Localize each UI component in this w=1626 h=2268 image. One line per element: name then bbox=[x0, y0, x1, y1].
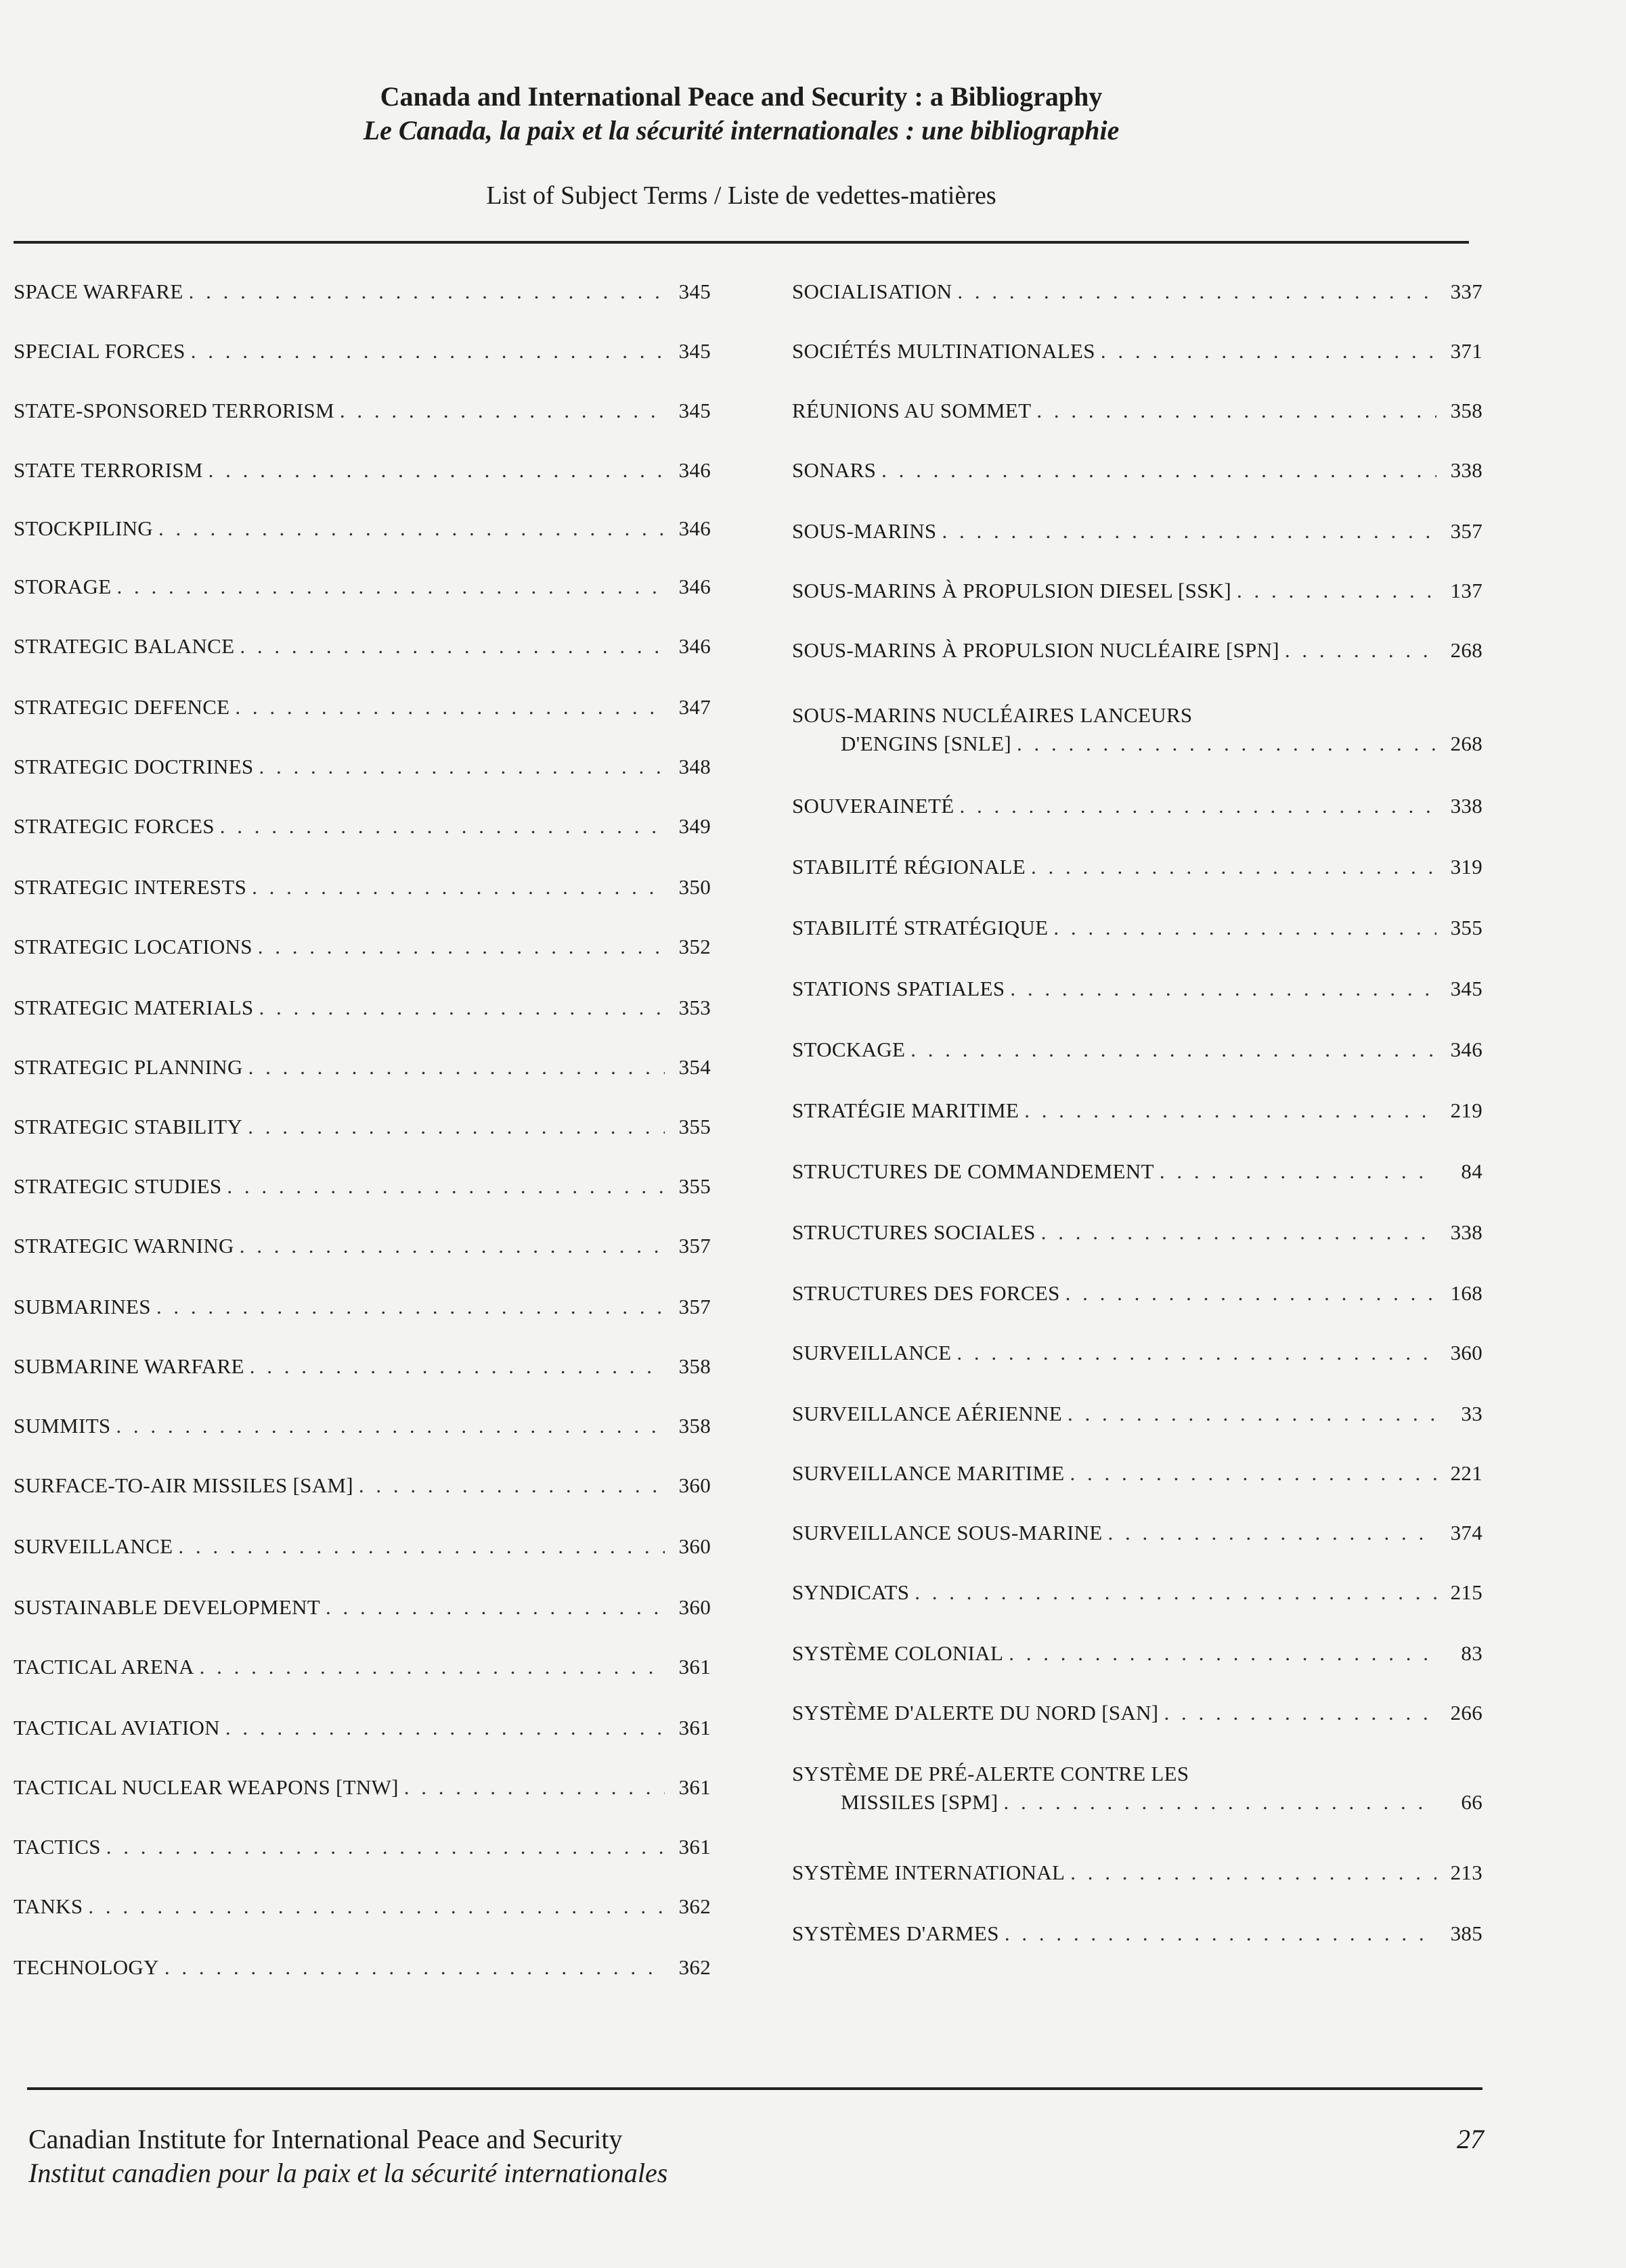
entry-page: 362 bbox=[678, 1894, 711, 1918]
entry-page: 346 bbox=[678, 516, 711, 540]
index-entry bbox=[14, 1113, 711, 1141]
entry-page: 355 bbox=[678, 1115, 711, 1138]
dot-leader bbox=[189, 277, 665, 306]
entry-term: SURVEILLANCE AÉRIENNE bbox=[792, 1402, 1063, 1425]
index-entry bbox=[14, 933, 711, 961]
index-entry bbox=[14, 812, 711, 841]
dot-leader bbox=[881, 456, 1436, 485]
index-entry bbox=[14, 873, 711, 902]
entry-page: 352 bbox=[678, 935, 711, 958]
index-entry bbox=[792, 456, 1482, 485]
dot-leader bbox=[1065, 1279, 1436, 1308]
index-entry bbox=[14, 1532, 711, 1561]
entry-term: STRATEGIC DOCTRINES bbox=[14, 755, 254, 778]
entry-term: SUBMARINES bbox=[14, 1295, 151, 1318]
entry-term: SYSTÈME COLONIAL bbox=[792, 1641, 1004, 1665]
dot-leader bbox=[158, 514, 665, 543]
entry-page: 219 bbox=[1450, 1098, 1482, 1122]
dot-leader bbox=[359, 1471, 665, 1500]
dot-leader bbox=[1160, 1157, 1436, 1186]
index-entry bbox=[792, 1519, 1482, 1547]
index-entry bbox=[14, 573, 711, 601]
entry-term: SPACE WARFARE bbox=[14, 280, 183, 303]
dot-leader bbox=[957, 277, 1436, 306]
entry-term: STRUCTURES DE COMMANDEMENT bbox=[792, 1159, 1154, 1183]
dot-leader bbox=[248, 1053, 665, 1082]
entry-page: 353 bbox=[678, 996, 711, 1019]
entry-term: SURVEILLANCE bbox=[14, 1534, 173, 1558]
index-entry bbox=[14, 1833, 711, 1861]
entry-page: 345 bbox=[678, 399, 711, 422]
entry-term: STRATEGIC STUDIES bbox=[14, 1174, 222, 1198]
entry-page: 346 bbox=[678, 458, 711, 482]
page-footer bbox=[28, 2122, 1484, 2190]
entry-term: SUBMARINE WARFARE bbox=[14, 1354, 244, 1378]
index-entry bbox=[792, 1096, 1482, 1125]
entry-term: STATIONS SPATIALES bbox=[792, 977, 1005, 1000]
entry-page: 213 bbox=[1450, 1861, 1482, 1884]
entry-term: STRATÉGIE MARITIME bbox=[792, 1098, 1019, 1122]
index-entry bbox=[792, 1218, 1482, 1247]
entry-term: STRATEGIC BALANCE bbox=[14, 634, 235, 658]
index-entry bbox=[14, 397, 711, 425]
dot-leader bbox=[200, 1653, 665, 1681]
dot-leader bbox=[164, 1953, 665, 1982]
entry-page: 338 bbox=[1450, 1220, 1482, 1244]
entry-term: STRUCTURES SOCIALES bbox=[792, 1220, 1036, 1244]
index-entry bbox=[14, 1053, 711, 1082]
entry-term: SYSTÈME INTERNATIONAL bbox=[792, 1861, 1065, 1884]
dot-leader bbox=[220, 812, 665, 841]
entry-page: 360 bbox=[678, 1595, 711, 1619]
dot-leader bbox=[340, 397, 665, 425]
entry-page: 347 bbox=[678, 695, 711, 719]
entry-page: 66 bbox=[1461, 1790, 1482, 1814]
entry-term: STRATEGIC FORCES bbox=[14, 814, 215, 838]
index-entry bbox=[14, 337, 711, 365]
page-number: 27 bbox=[1457, 2124, 1484, 2154]
entry-page: 215 bbox=[1450, 1580, 1482, 1604]
entry-page: 360 bbox=[1450, 1341, 1482, 1364]
entry-term: SYSTÈME D'ALERTE DU NORD [SAN] bbox=[792, 1701, 1159, 1725]
entry-term: SOCIALISATION bbox=[792, 280, 952, 303]
entry-term: STABILITÉ STRATÉGIQUE bbox=[792, 916, 1049, 939]
index-entry bbox=[14, 1593, 711, 1622]
index-entry bbox=[14, 1412, 711, 1440]
dot-leader bbox=[250, 1352, 665, 1381]
dot-leader bbox=[191, 337, 665, 365]
entry-page: 362 bbox=[678, 1955, 711, 1979]
entry-term: SOUS-MARINS À PROPULSION NUCLÉAIRE [SPN] bbox=[792, 638, 1279, 662]
index-entry bbox=[792, 1919, 1482, 1948]
entry-term: TACTICAL ARENA bbox=[14, 1655, 194, 1678]
index-entry bbox=[14, 514, 711, 543]
dot-leader bbox=[178, 1532, 665, 1561]
dot-leader bbox=[117, 573, 665, 601]
entry-page: 345 bbox=[678, 280, 711, 303]
entry-term-continuation: D'ENGINS [SNLE] bbox=[841, 732, 1012, 755]
entry-page: 268 bbox=[1450, 732, 1482, 755]
entry-term: STATE-SPONSORED TERRORISM bbox=[14, 399, 334, 422]
entry-term: SURFACE-TO-AIR MISSILES [SAM] bbox=[14, 1473, 353, 1497]
entry-term: SYSTÈME DE PRÉ-ALERTE CONTRE LES bbox=[792, 1762, 1189, 1785]
entry-term: SOUS-MARINS NUCLÉAIRES LANCEURS bbox=[792, 703, 1193, 727]
index-entry bbox=[14, 693, 711, 721]
entry-term: SYNDICATS bbox=[792, 1580, 910, 1604]
entry-page: 355 bbox=[678, 1174, 711, 1198]
dot-leader bbox=[910, 1036, 1436, 1064]
dot-leader bbox=[258, 933, 665, 961]
entry-page: 346 bbox=[1450, 1038, 1482, 1061]
entry-term-continuation: MISSILES [SPM] bbox=[841, 1790, 998, 1814]
entry-page: 338 bbox=[1450, 794, 1482, 818]
page-header bbox=[0, 80, 1482, 213]
entry-term: STOCKPILING bbox=[14, 516, 153, 540]
entry-page: 355 bbox=[1450, 916, 1482, 939]
entry-page: 348 bbox=[678, 755, 711, 778]
entry-page: 221 bbox=[1450, 1461, 1482, 1485]
dot-leader bbox=[942, 517, 1436, 546]
dot-leader bbox=[1024, 1096, 1436, 1125]
dot-leader bbox=[259, 753, 665, 781]
index-entry bbox=[792, 1699, 1482, 1727]
index-entry bbox=[792, 1639, 1482, 1668]
dot-leader bbox=[1285, 636, 1436, 665]
index-entry bbox=[792, 1339, 1482, 1367]
index-entry bbox=[14, 1293, 711, 1321]
index-entry bbox=[792, 701, 1482, 758]
entry-page: 360 bbox=[678, 1534, 711, 1558]
index-entry bbox=[792, 1760, 1482, 1817]
dot-leader bbox=[88, 1892, 665, 1921]
entry-term: SYSTÈMES D'ARMES bbox=[792, 1921, 999, 1945]
entry-page: 83 bbox=[1461, 1641, 1482, 1665]
entry-page: 385 bbox=[1450, 1921, 1482, 1945]
entry-page: 168 bbox=[1450, 1281, 1482, 1305]
dot-leader bbox=[227, 1172, 665, 1201]
entry-page: 137 bbox=[1450, 579, 1482, 602]
entry-page: 349 bbox=[678, 814, 711, 838]
entry-term: STATE TERRORISM bbox=[14, 458, 203, 482]
index-entry bbox=[792, 792, 1482, 820]
dot-leader bbox=[156, 1293, 665, 1321]
entry-term: STABILITÉ RÉGIONALE bbox=[792, 855, 1026, 879]
entry-page: 346 bbox=[678, 634, 711, 658]
index-entry bbox=[792, 397, 1482, 425]
dot-leader bbox=[1031, 853, 1436, 881]
index-entry bbox=[14, 456, 711, 485]
entry-term: TACTICAL AVIATION bbox=[14, 1716, 220, 1739]
dot-leader bbox=[1101, 337, 1436, 365]
entry-page: 338 bbox=[1450, 458, 1482, 482]
entry-term: SURVEILLANCE MARITIME bbox=[792, 1461, 1065, 1485]
dot-leader bbox=[225, 1714, 665, 1742]
entry-page: 361 bbox=[678, 1716, 711, 1739]
dot-leader bbox=[248, 1113, 665, 1141]
index-entry bbox=[14, 632, 711, 661]
dot-leader bbox=[404, 1773, 665, 1802]
entry-term: RÉUNIONS AU SOMMET bbox=[792, 399, 1032, 422]
subtitle: List of Subject Terms / Liste de vedettes-matières bbox=[486, 181, 996, 210]
index-entry bbox=[792, 1859, 1482, 1887]
dot-leader bbox=[1010, 975, 1436, 1003]
entry-term: SOUVERAINETÉ bbox=[792, 794, 954, 818]
dot-leader bbox=[259, 994, 665, 1022]
entry-page: 337 bbox=[1450, 280, 1482, 303]
entry-page: 33 bbox=[1461, 1402, 1482, 1425]
title-french: Le Canada, la paix et la sécurité internationales : une bibliographie bbox=[363, 115, 1120, 146]
dot-leader bbox=[957, 1339, 1436, 1367]
index-entry bbox=[792, 853, 1482, 881]
bottom-divider bbox=[27, 2087, 1482, 2090]
entry-page: 361 bbox=[678, 1835, 711, 1859]
dot-leader bbox=[116, 1412, 665, 1440]
dot-leader bbox=[106, 1833, 665, 1861]
institute-english: Canadian Institute for International Peace and Security bbox=[28, 2124, 623, 2154]
dot-leader bbox=[326, 1593, 665, 1622]
entry-page: 371 bbox=[1450, 339, 1482, 363]
entry-page: 358 bbox=[1450, 399, 1482, 422]
entry-term: SOCIÉTÉS MULTINATIONALES bbox=[792, 339, 1095, 363]
index-entry bbox=[14, 1172, 711, 1201]
dot-leader bbox=[252, 873, 665, 902]
entry-term: SONARS bbox=[792, 458, 877, 482]
entry-page: 345 bbox=[678, 339, 711, 363]
index-entry bbox=[792, 636, 1482, 665]
index-entry bbox=[14, 753, 711, 781]
index-entry bbox=[792, 975, 1482, 1003]
entry-page: 346 bbox=[678, 575, 711, 598]
entry-page: 357 bbox=[1450, 519, 1482, 543]
index-entry bbox=[792, 1279, 1482, 1308]
entry-page: 374 bbox=[1450, 1521, 1482, 1544]
index-entry bbox=[14, 1714, 711, 1742]
entry-term: STRATEGIC INTERESTS bbox=[14, 875, 247, 899]
entry-term: STRATEGIC PLANNING bbox=[14, 1055, 243, 1079]
entry-term: TACTICS bbox=[14, 1835, 101, 1859]
entry-term: STRATEGIC STABILITY bbox=[14, 1115, 243, 1138]
dot-leader bbox=[1017, 730, 1436, 758]
entry-page: 350 bbox=[678, 875, 711, 899]
dot-leader bbox=[240, 1232, 665, 1260]
dot-leader bbox=[235, 693, 665, 721]
entry-term: SUSTAINABLE DEVELOPMENT bbox=[14, 1595, 321, 1619]
dot-leader bbox=[1070, 1859, 1436, 1887]
entry-page: 84 bbox=[1461, 1159, 1482, 1183]
index-entry bbox=[792, 1157, 1482, 1186]
entry-term: SPECIAL FORCES bbox=[14, 339, 185, 363]
entry-term: TECHNOLOGY bbox=[14, 1955, 159, 1979]
dot-leader bbox=[960, 792, 1436, 820]
entry-page: 268 bbox=[1450, 638, 1482, 662]
entry-page: 357 bbox=[678, 1295, 711, 1318]
index-entry bbox=[792, 1578, 1482, 1607]
entry-term: SURVEILLANCE SOUS-MARINE bbox=[792, 1521, 1103, 1544]
entry-term: SOUS-MARINS bbox=[792, 519, 937, 543]
entry-page: 357 bbox=[678, 1234, 711, 1258]
entry-term: TACTICAL NUCLEAR WEAPONS [TNW] bbox=[14, 1775, 399, 1799]
entry-term: SOUS-MARINS À PROPULSION DIESEL [SSK] bbox=[792, 579, 1231, 602]
index-entry bbox=[14, 1953, 711, 1982]
index-entry bbox=[792, 517, 1482, 546]
dot-leader bbox=[1164, 1699, 1436, 1727]
index-entry bbox=[14, 1653, 711, 1681]
entry-page: 361 bbox=[678, 1775, 711, 1799]
index-entry bbox=[14, 1232, 711, 1260]
entry-term: STRATEGIC LOCATIONS bbox=[14, 935, 252, 958]
index-entry bbox=[14, 1352, 711, 1381]
entry-page: 358 bbox=[678, 1354, 711, 1378]
entry-page: 266 bbox=[1450, 1701, 1482, 1725]
index-entry bbox=[792, 277, 1482, 306]
dot-leader bbox=[1036, 397, 1436, 425]
entry-page: 358 bbox=[678, 1414, 711, 1438]
dot-leader bbox=[1237, 577, 1436, 605]
index-entry bbox=[792, 1036, 1482, 1064]
title-english: Canada and International Peace and Security : a Bibliography bbox=[380, 81, 1103, 112]
index-entry bbox=[14, 277, 711, 306]
entry-term: STRATEGIC WARNING bbox=[14, 1234, 234, 1258]
entry-page: 354 bbox=[678, 1055, 711, 1079]
entry-term: SUMMITS bbox=[14, 1414, 111, 1438]
entry-term: STRATEGIC DEFENCE bbox=[14, 695, 230, 719]
dot-leader bbox=[1009, 1639, 1436, 1668]
index-entry bbox=[14, 1471, 711, 1500]
entry-term: STORAGE bbox=[14, 575, 112, 598]
index-entry bbox=[14, 1773, 711, 1802]
index-entry bbox=[792, 577, 1482, 605]
index-entry bbox=[792, 914, 1482, 942]
entry-page: 319 bbox=[1450, 855, 1482, 879]
index-entry bbox=[14, 994, 711, 1022]
entry-page: 361 bbox=[678, 1655, 711, 1678]
dot-leader bbox=[1070, 1459, 1437, 1488]
index-entry bbox=[792, 337, 1482, 365]
institute-french: Institut canadien pour la paix et la sécurité internationales bbox=[28, 2158, 668, 2188]
index-entry bbox=[14, 1892, 711, 1921]
index-entry bbox=[792, 1400, 1482, 1428]
dot-leader bbox=[1003, 1788, 1436, 1817]
dot-leader bbox=[1005, 1919, 1436, 1948]
entry-term: SURVEILLANCE bbox=[792, 1341, 952, 1364]
entry-page: 360 bbox=[678, 1473, 711, 1497]
dot-leader bbox=[1068, 1400, 1436, 1428]
dot-leader bbox=[1053, 914, 1436, 942]
entry-term: STRUCTURES DES FORCES bbox=[792, 1281, 1060, 1305]
index-entry bbox=[792, 1459, 1482, 1488]
dot-leader bbox=[1108, 1519, 1436, 1547]
entry-page: 345 bbox=[1450, 977, 1482, 1000]
dot-leader bbox=[240, 632, 665, 661]
dot-leader bbox=[1041, 1218, 1436, 1247]
entry-term: STOCKAGE bbox=[792, 1038, 906, 1061]
entry-term: STRATEGIC MATERIALS bbox=[14, 996, 254, 1019]
dot-leader bbox=[208, 456, 665, 485]
dot-leader bbox=[915, 1578, 1436, 1607]
entry-term: TANKS bbox=[14, 1894, 83, 1918]
top-divider bbox=[14, 241, 1469, 244]
